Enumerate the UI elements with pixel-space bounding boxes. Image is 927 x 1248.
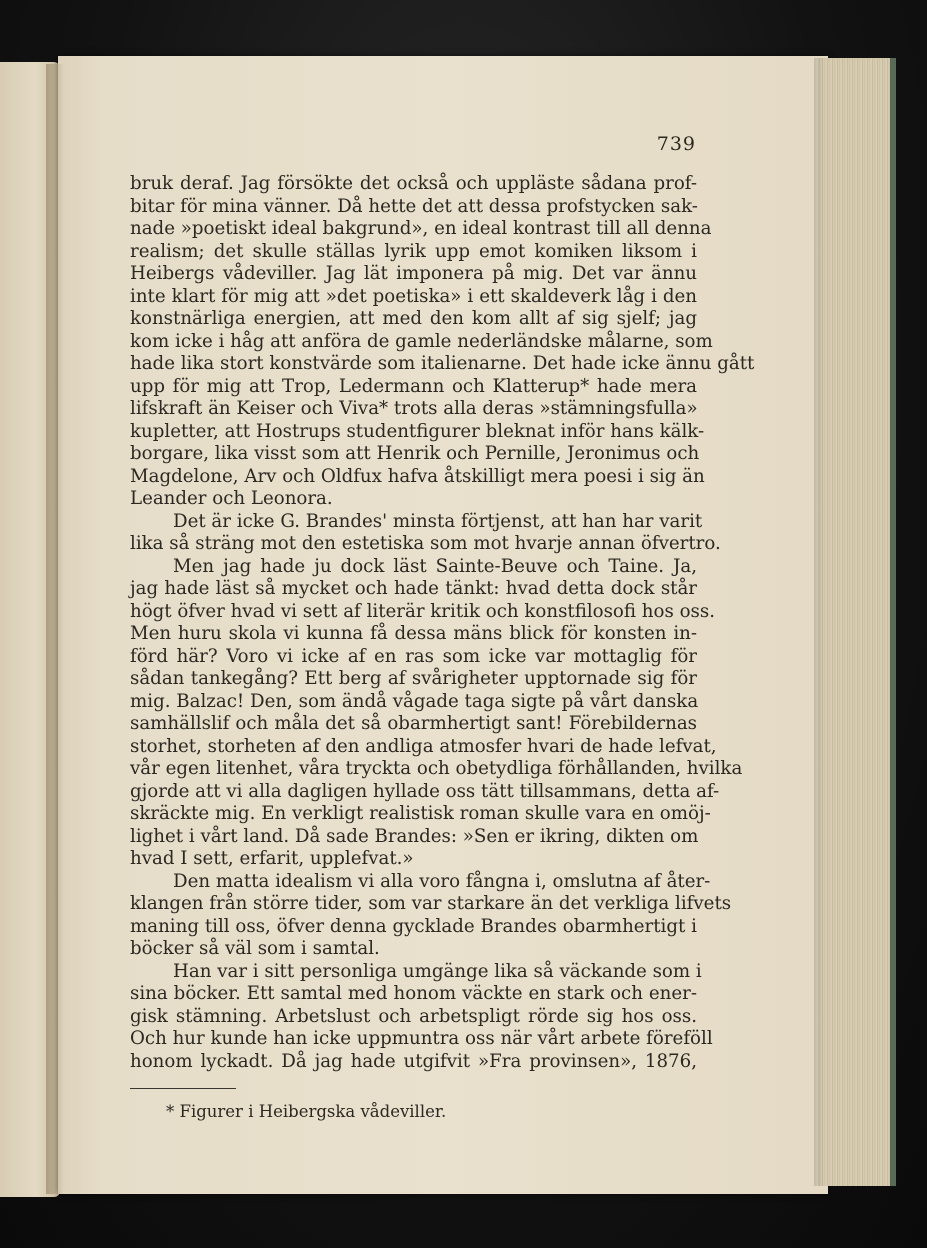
text-line: sina böcker. Ett samtal med honom väckte en stark och ener- (130, 983, 697, 1004)
text-line: sådan tankegång? Ett berg af svårigheter upptornade sig för (130, 668, 697, 689)
text-line: Och hur kunde han icke uppmuntra oss när vårt arbete föreföll (130, 1028, 713, 1049)
text-line: hvad I sett, erfarit, upplefvat.» (130, 848, 414, 869)
text-line: upp för mig att Trop, Ledermann och Klatterup* hade mera (130, 375, 697, 397)
text-line: bruk deraf. Jag försökte det också och uppläste sådana prof- (130, 173, 697, 194)
text-line: vår egen litenhet, våra tryckta och obetydliga förhållanden, hvilka (130, 758, 743, 779)
text-line: Han var i sitt personliga umgänge lika så väckande som i (173, 960, 702, 982)
text-line: Det är icke G. Brandes' minsta förtjenst, att han har varit (173, 510, 703, 532)
text-line: maning till oss, öfver denna gycklade Brandes obarmhertigt i (130, 915, 697, 937)
text-line: klangen från större tider, som var starkare än det verkliga lifvets (130, 893, 732, 914)
text-line: nade »poetiskt ideal bakgrund», en ideal kontrast till all denna (130, 218, 712, 239)
text-line: borgare, lika visst som att Henrik och Pernille, Jeronimus och (130, 443, 700, 464)
text-line: Leander och Leonora. (130, 488, 333, 509)
text-line: inte klart för mig att »det poetiska» i ett skaldeverk låg i den (130, 285, 697, 307)
text-line: lika så sträng mot den estetiska som mot hvarje annan öfvertro. (130, 533, 721, 554)
text-line: kom icke i håg att anföra de gamle nederländske målarne, som (130, 330, 713, 352)
text-line: böcker så väl som i samtal. (130, 938, 380, 959)
text-line: högt öfver hvad vi sett af literär kritik och konstfilosofi hos oss. (130, 600, 715, 622)
text-line: Magdelone, Arv och Oldfux hafva åtskilligt mera poesi i sig än (130, 465, 705, 487)
text-line: Den matta idealism vi alla voro fångna i, omslutna af åter- (173, 870, 711, 892)
text-line: Heibergs vådeviller. Jag lät imponera på mig. Det var ännu (130, 263, 697, 284)
text-line: Men jag hade ju dock läst Sainte-Beuve och Taine. Ja, (173, 555, 697, 577)
footnote: * Figurer i Heibergska vådeviller. (166, 1102, 447, 1121)
text-line: gjorde att vi alla dagligen hyllade oss tätt tillsammans, detta af- (130, 780, 720, 802)
page-stack-edges (818, 58, 896, 1186)
text-line: honom lyckadt. Då jag hade utgifvit »Fra provinsen», 1876, (130, 1050, 697, 1072)
body-text (130, 173, 755, 1073)
footnote-rule (130, 1088, 236, 1089)
text-line: mig. Balzac! Den, som ändå vågade taga sigte på vårt danska (130, 690, 699, 712)
text-line: samhällslif och måla det så obarmhertigt sant! Förebildernas (130, 713, 697, 734)
text-line: gisk stämning. Arbetslust och arbetspligt rörde sig hos oss. (130, 1005, 697, 1027)
text-line: realism; det skulle ställas lyrik upp emot komiken liksom i (130, 240, 697, 262)
text-line: Men huru skola vi kunna få dessa mäns blick för konsten in- (130, 623, 697, 644)
book-gutter (46, 64, 64, 1194)
text-line: kupletter, att Hostrups studentfigurer bleknat inför hans kälk- (130, 420, 705, 442)
text-line: förd här? Voro vi icke af en ras som icke var mottaglig för (130, 645, 697, 667)
text-line: storhet, storheten af den andliga atmosfer hvari de hade lefvat, (130, 735, 717, 757)
text-line: konstnärliga energien, att med den kom allt af sig sjelf; jag (130, 308, 697, 329)
text-line: lighet i vårt land. Då sade Brandes: »Sen er ikring, dikten om (130, 825, 699, 847)
text-line: hade lika stort konstvärde som italienarne. Det hade icke ännu gått (130, 353, 755, 374)
text-line: lifskraft än Keiser och Viva* trots alla deras »stämningsfulla» (130, 398, 698, 419)
text-line: skräckte mig. En verkligt realistisk roman skulle vara en omöj- (130, 803, 711, 824)
text-line: jag hade läst så mycket och hade tänkt: hvad detta dock står (130, 578, 697, 599)
text-line: bitar för mina vänner. Då hette det att dessa profstycken sak- (130, 195, 698, 217)
page-number: 739 (656, 133, 696, 155)
page-edge-shadow (814, 58, 824, 1186)
